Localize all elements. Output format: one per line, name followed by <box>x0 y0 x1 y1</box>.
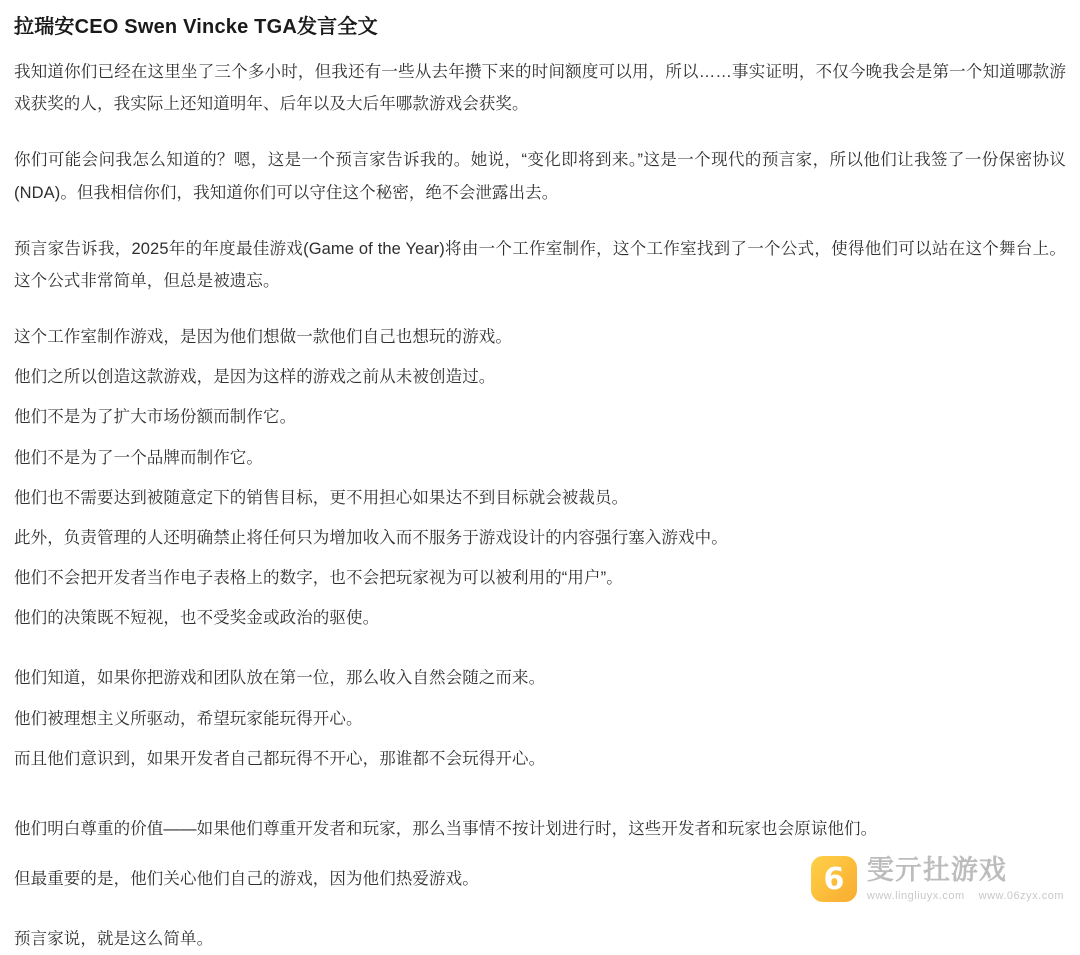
paragraph-spacer <box>14 642 1066 662</box>
watermark-domain-right: www.06zyx.com <box>978 890 1064 903</box>
paragraph-spacer <box>14 783 1066 803</box>
watermark-brand: 雯亓扗游戏 <box>866 855 1007 886</box>
paragraph-spacer <box>14 903 1066 923</box>
article-paragraph: 他们不是为了一个品牌而制作它。 <box>14 448 263 467</box>
watermark-logo-icon <box>811 856 857 902</box>
article-paragraph: 他们明白尊重的价值——如果他们尊重开发者和玩家，那么当事情不按计划进行时，这些开发者和玩家也会原谅他们。 <box>14 819 878 838</box>
paragraph-spacer <box>14 134 1066 144</box>
article-paragraph: 他们之所以创造这款游戏，是因为这样的游戏之前从未被创造过。 <box>14 368 496 387</box>
article-paragraph: 而且他们意识到，如果开发者自己都玩得不开心，那谁都不会玩得开心。 <box>14 749 546 768</box>
watermark-text <box>867 855 1064 903</box>
paragraph-spacer <box>14 311 1066 321</box>
article-paragraph: 此外，负责管理的人还明确禁止将任何只为增加收入而不服务于游戏设计的内容强行塞入游戏中。 <box>14 528 728 547</box>
paragraph-spacer <box>14 803 1066 813</box>
paragraph-spacer <box>14 223 1066 233</box>
article-paragraph: 预言家告诉我，2025年的年度最佳游戏(Game of the Year)将由一个工作室制作，这个工作室找到了一个公式，使得他们可以站在这个舞台上。这个公式非常简单，但总是被遗忘。 <box>14 239 1066 290</box>
article-paragraph: 预言家说，就是这么简单。 <box>14 930 214 949</box>
article-paragraph: 他们的决策既不短视，也不受奖金或政治的驱使。 <box>14 609 380 628</box>
article-paragraph: 你们可能会问我怎么知道的？嗯，这是一个预言家告诉我的。她说，“变化即将到来。”这是一个现代的预言家，所以他们让我签了一份保密协议(NDA)。但我相信你们，我知道你们可以守住这个秘密，绝不会泄露出去。 <box>14 151 1066 202</box>
article-paragraph: 他们不会把开发者当作电子表格上的数字，也不会把玩家视为可以被利用的“用户”。 <box>14 569 623 588</box>
article-paragraph: 他们不是为了扩大市场份额而制作它。 <box>14 408 297 427</box>
watermark-domain-left: www.lingliuyx.com <box>866 890 965 903</box>
watermark-domains <box>867 890 1064 903</box>
site-watermark <box>811 855 1064 903</box>
article-paragraph: 但最重要的是，他们关心他们自己的游戏，因为他们热爱游戏。 <box>14 870 479 889</box>
page-title: 拉瑞安CEO Swen Vincke TGA发言全文 <box>14 16 378 38</box>
article-paragraph: 他们也不需要达到被随意定下的销售目标，更不用担心如果达不到目标就会被裁员。 <box>14 488 629 507</box>
article-paragraph: 我知道你们已经在这里坐了三个多小时，但我还有一些从去年攒下来的时间额度可以用，所以……事实证明，不仅今晚我会是第一个知道哪款游戏获奖的人，我实际上还知道明年、后年以及大后年哪款游戏会获奖。 <box>14 63 1066 114</box>
article-paragraph: 这个工作室制作游戏，是因为他们想做一款他们自己也想玩的游戏。 <box>14 328 512 347</box>
article-paragraph: 他们被理想主义所驱动，希望玩家能玩得开心。 <box>14 709 363 728</box>
article-paragraph: 他们知道，如果你把游戏和团队放在第一位，那么收入自然会随之而来。 <box>14 669 546 688</box>
